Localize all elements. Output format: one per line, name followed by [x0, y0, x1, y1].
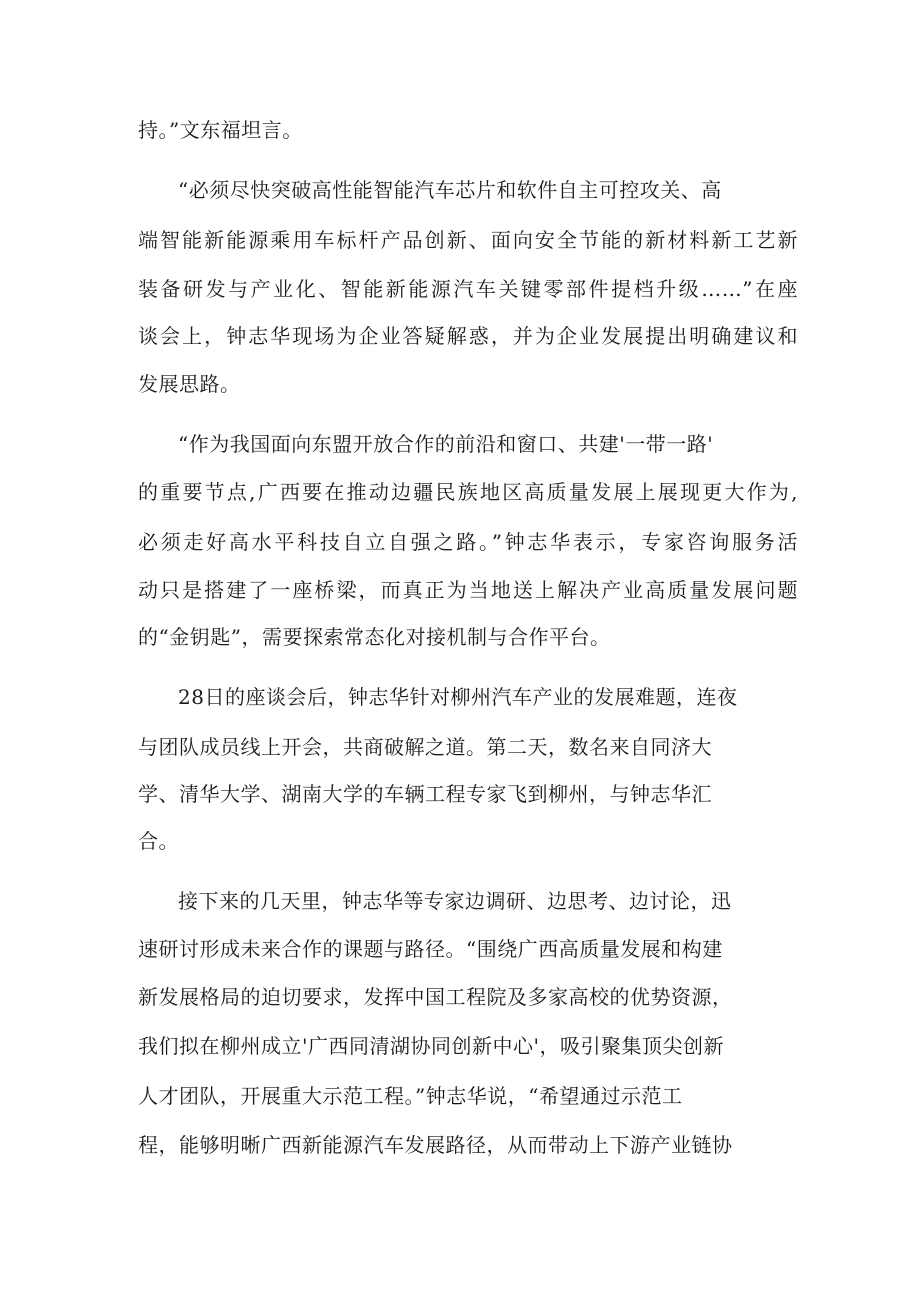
text-line: “必须尽快突破高性能智能汽车芯片和软件自主可控攻关、高 — [178, 178, 722, 202]
text-line: 接下来的几天里，钟志华等专家边调研、边思考、边讨论，迅 — [178, 889, 732, 913]
text-line: 速研讨形成未来合作的课题与路径。“围绕广西高质量发展和构建 — [138, 937, 723, 961]
text-line: 学、清华大学、湖南大学的车辆工程专家飞到柳州，与钟志华汇 — [138, 782, 712, 806]
text-line: 我们拟在柳州成立'广西同清湖协同创新中心'，吸引聚集顶尖创新 — [138, 1034, 724, 1058]
text-line: 端智能新能源乘用车标杆产品创新、面向安全节能的新材料新工艺新 — [138, 228, 798, 252]
text-line: 谈会上，钟志华现场为企业答疑解惑，并为企业发展提出明确建议和 — [138, 324, 798, 348]
text-line: 人才团队，开展重大示范工程。”钟志华说，“希望通过示范工 — [138, 1084, 683, 1108]
text-line: 合。 — [138, 829, 179, 853]
text-line: 装备研发与产业化、智能新能源汽车关键零部件提档升级……”在座 — [138, 277, 798, 301]
text-line: 28日的座谈会后，钟志华针对柳州汽车产业的发展难题，连夜 — [178, 685, 738, 709]
text-line: 发展思路。 — [138, 372, 241, 396]
text-line: 新发展格局的迫切要求，发挥中国工程院及多家高校的优势资源， — [138, 985, 733, 1009]
text-line: 必须走好高水平科技自立自强之路。”钟志华表示，专家咨询服务活 — [138, 530, 798, 554]
text-line: 程，能够明晰广西新能源汽车发展路径，从而带动上下游产业链协 — [138, 1133, 733, 1157]
text-line: 的“金钥匙”，需要探索常态化对接机制与合作平台。 — [138, 625, 611, 649]
text-line: 持。”文东福坦言。 — [138, 118, 303, 142]
text-line: 与团队成员线上开会，共商破解之道。第二天，数名来自同济大 — [138, 735, 712, 759]
text-line: 的重要节点,广西要在推动边疆民族地区高质量发展上展现更大作为, — [138, 480, 798, 504]
text-line: “作为我国面向东盟开放合作的前沿和窗口、共建'一带一路' — [178, 432, 714, 456]
text-line: 动只是搭建了一座桥梁，而真正为当地送上解决产业高质量发展问题 — [138, 578, 798, 602]
